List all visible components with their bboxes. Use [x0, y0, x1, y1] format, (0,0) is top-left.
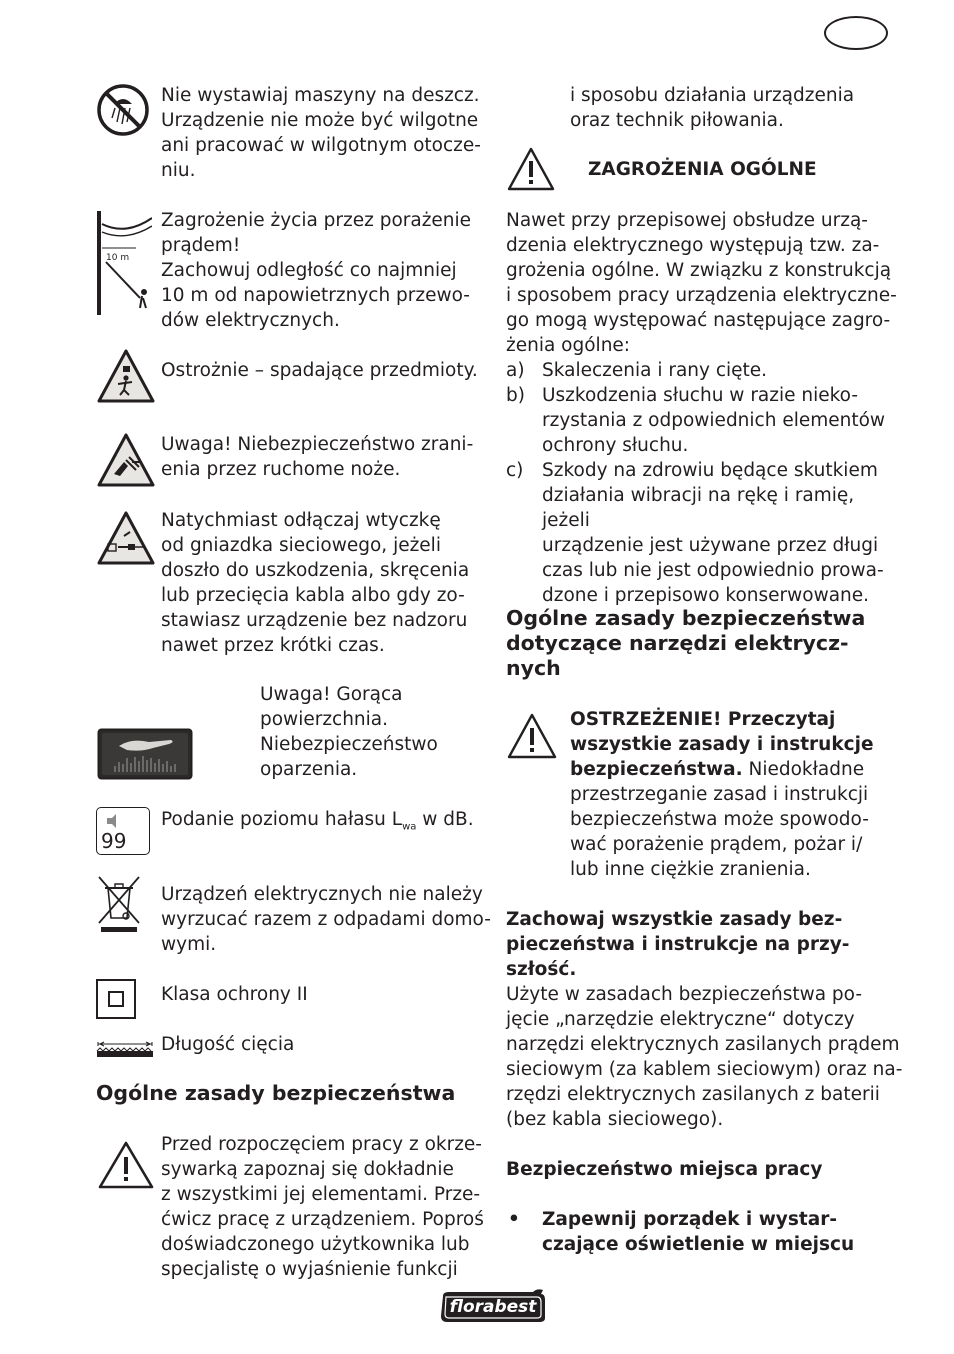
- power-line-distance-icon: [96, 210, 152, 316]
- unplug-cable-text: [161, 508, 469, 658]
- unplug-cable-warning-icon: [96, 510, 156, 566]
- bullet-item: [506, 1207, 896, 1257]
- text-line: żenia ogólne:: [506, 335, 631, 356]
- text-line: stawiasz urządzenie bez nadzoru: [161, 610, 468, 631]
- disposal-text: [161, 882, 491, 957]
- hot-surface-icon: [97, 728, 193, 780]
- text-line: i sposobu działania urządzenia: [570, 85, 855, 106]
- text-line: bezpieczeństwa może spowodo-: [570, 809, 869, 830]
- text-line: jęcie „narzędzie elektryczne“ dotyczy: [506, 1009, 855, 1030]
- text-line: wymi.: [161, 934, 217, 955]
- text-line: grożenia ogólne. W związku z konstrukcją: [506, 260, 892, 281]
- text-line: dzone i przepisowo konserwowane.: [542, 585, 870, 606]
- text-line: Nawet przy przepisowej obsłudze urzą-: [506, 210, 868, 231]
- language-badge: [824, 16, 888, 50]
- text-line: Szkody na zdrowiu będące skutkiem: [542, 460, 878, 481]
- text-line: go mogą występować następujące zagro-: [506, 310, 891, 331]
- text-line: ochrony słuchu.: [542, 435, 689, 456]
- protection-class-inner-square: [108, 991, 124, 1007]
- workplace-safety-heading: Bezpieczeństwo miejsca pracy: [506, 1159, 823, 1180]
- warning-mixed-line: [570, 757, 874, 782]
- text-line: z wszystkimi jej elementami. Prze-: [161, 1184, 481, 1205]
- text-line: Urządzenie nie może być wilgotne: [161, 110, 479, 131]
- text-line: czas lub nie jest odpowiednio prowa-: [542, 560, 884, 581]
- text-line: lub przecięcia kabla albo gdy zo-: [161, 585, 465, 606]
- noise-text-unit: w dB.: [416, 809, 474, 830]
- text-line: doszło do uszkodzenia, skręcenia: [161, 560, 470, 581]
- bullet-text: [506, 1207, 896, 1257]
- text-line: Zachowuj odległość co najmniej: [161, 260, 457, 281]
- weee-disposal-icon: [96, 874, 142, 934]
- general-safety-heading: Ogólne zasady bezpieczeństwa: [96, 1081, 456, 1105]
- text-line: Niebezpieczeństwo: [260, 734, 438, 755]
- logo-text: florabest: [449, 1297, 537, 1317]
- text-line: działania wibracji na rękę i ramię, jeżeli: [542, 485, 855, 531]
- cutting-length-icon: [96, 1040, 154, 1060]
- falling-objects-text: [161, 358, 478, 383]
- intro-paragraph: [161, 1132, 484, 1282]
- text-line: sieciowym (za kablem sieciowym) oraz na-: [506, 1059, 903, 1080]
- list-item: [506, 458, 896, 608]
- noise-speaker-icon: [104, 812, 124, 830]
- text-line: doświadczonego użytkownika lub: [161, 1234, 470, 1255]
- florabest-logo: [437, 1288, 549, 1326]
- text-line: lub inne ciężkie zranienia.: [570, 859, 811, 880]
- text-line: ćwicz pracę z urządzeniem. Poproś: [161, 1209, 484, 1230]
- no-rain-icon: [97, 84, 149, 136]
- text-line: wać porażenie prądem, pożar i/: [570, 834, 863, 855]
- text-line: urządzenie jest używane przez długi: [542, 535, 879, 556]
- text-line: dów elektrycznych.: [161, 310, 340, 331]
- text-line: prądem!: [161, 235, 241, 256]
- text-line: Zagrożenie życia przez porażenie: [161, 210, 472, 231]
- list-label: b): [506, 385, 525, 406]
- cutting-length-text: [161, 1032, 294, 1057]
- falling-objects-warning-icon: [96, 348, 156, 404]
- noise-text-main: Podanie poziomu hałasu L: [161, 809, 403, 830]
- list-label: c): [506, 460, 524, 481]
- warning-inline-rest: Niedokładne: [742, 759, 865, 780]
- text-line: Uszkodzenia słuchu w razie nieko-: [542, 385, 859, 406]
- warning-bold-line: wszystkie zasady i instrukcje: [570, 734, 874, 755]
- text-line: Długość cięcia: [161, 1034, 295, 1055]
- general-warning-icon-notice: [506, 712, 558, 760]
- text-line: Zapewnij porządek i wystar-: [542, 1209, 838, 1230]
- warning-bold-inline: bezpieczeństwa.: [570, 759, 743, 780]
- noise-level-icon: [96, 807, 150, 855]
- general-warning-icon-left: [97, 1140, 155, 1190]
- text-line: Uwaga! Gorąca: [260, 684, 403, 705]
- text-line: od gniazdka sieciowego, jeżeli: [161, 535, 441, 556]
- noise-icon-value: 99: [101, 829, 127, 853]
- bold-line: pieczeństwa i instrukcje na przy-: [506, 934, 850, 955]
- text-line: powierzchnia.: [260, 709, 389, 730]
- text-line: enia przez ruchome noże.: [161, 459, 401, 480]
- text-line: oraz technik piłowania.: [570, 110, 784, 131]
- text-line: przestrzeganie zasad i instrukcji: [570, 784, 869, 805]
- text-line: rzędzi elektrycznych zasilanych z baterii: [506, 1084, 880, 1105]
- hazard-list: [506, 358, 896, 608]
- text-line: Uwaga! Niebezpieczeństwo zrani-: [161, 434, 474, 455]
- text-line: Przed rozpoczęciem pracy z okrze-: [161, 1134, 482, 1155]
- general-hazards-paragraph: [506, 208, 897, 358]
- text-line: Natychmiast odłączaj wtyczkę: [161, 510, 441, 531]
- text-line: Ostrożnie – spadające przedmioty.: [161, 360, 478, 381]
- warning-notice: [570, 707, 874, 882]
- text-line: 10 m od napowietrznych przewo-: [161, 285, 470, 306]
- list-item: [506, 358, 896, 383]
- moving-blades-text: [161, 432, 473, 482]
- protection-class-text: [161, 982, 308, 1007]
- text-line: wyrzucać razem z odpadami domo-: [161, 909, 491, 930]
- bullet-marker: •: [508, 1209, 520, 1230]
- general-hazards-heading: ZAGROŻENIA OGÓLNE: [588, 159, 817, 180]
- svg-text:10 m: 10 m: [106, 253, 130, 263]
- text-line: (bez kabla sieciowego).: [506, 1109, 724, 1130]
- noise-level-text: [161, 807, 474, 840]
- bold-line: szłość.: [506, 959, 577, 980]
- moving-blades-warning-icon: [96, 432, 156, 488]
- list-item: [506, 383, 896, 458]
- text-line: Użyte w zasadach bezpieczeństwa po-: [506, 984, 863, 1005]
- protection-class-ii-icon: [96, 979, 136, 1019]
- text-line: czające oświetlenie w miejscu: [542, 1234, 855, 1255]
- list-label: a): [506, 360, 525, 381]
- bold-line: Zachowaj wszystkie zasady bez-: [506, 909, 843, 930]
- text-line: narzędzi elektrycznych zasilanych prądem: [506, 1034, 900, 1055]
- text-line: niu.: [161, 160, 196, 181]
- text-line: i sposobem pracy urządzenia elektryczne-: [506, 285, 897, 306]
- warning-bold-line: OSTRZEŻENIE! Przeczytaj: [570, 709, 836, 730]
- heading-line: nych: [506, 656, 561, 680]
- electric-shock-warning-text: [161, 208, 471, 333]
- noise-text-subscript: wa: [402, 821, 417, 833]
- heading-line: Ogólne zasady bezpieczeństwa: [506, 606, 866, 630]
- rain-warning-text: [161, 83, 481, 183]
- text-line: Skaleczenia i rany cięte.: [542, 360, 768, 381]
- hot-surface-text: [260, 682, 438, 782]
- text-line: ani pracować w wilgotnym otocze-: [161, 135, 481, 156]
- text-line: dzenia elektrycznego występują tzw. za-: [506, 235, 880, 256]
- general-warning-icon-hazards: [506, 146, 556, 192]
- heading-line: dotyczące narzędzi elektrycz-: [506, 631, 849, 655]
- text-line: rzystania z odpowiednich elementów: [542, 410, 886, 431]
- keep-instructions-block: [506, 907, 902, 1132]
- text-line: specjalistę o wyjaśnienie funkcji: [161, 1259, 458, 1280]
- intro-continuation: [570, 83, 854, 133]
- power-tools-safety-heading: [506, 606, 865, 681]
- text-line: nawet przez krótki czas.: [161, 635, 385, 656]
- text-line: Urządzeń elektrycznych nie należy: [161, 884, 483, 905]
- text-line: Nie wystawiaj maszyny na deszcz.: [161, 85, 480, 106]
- text-line: oparzenia.: [260, 759, 358, 780]
- text-line: sywarką zapoznaj się dokładnie: [161, 1159, 454, 1180]
- text-line: Klasa ochrony II: [161, 984, 308, 1005]
